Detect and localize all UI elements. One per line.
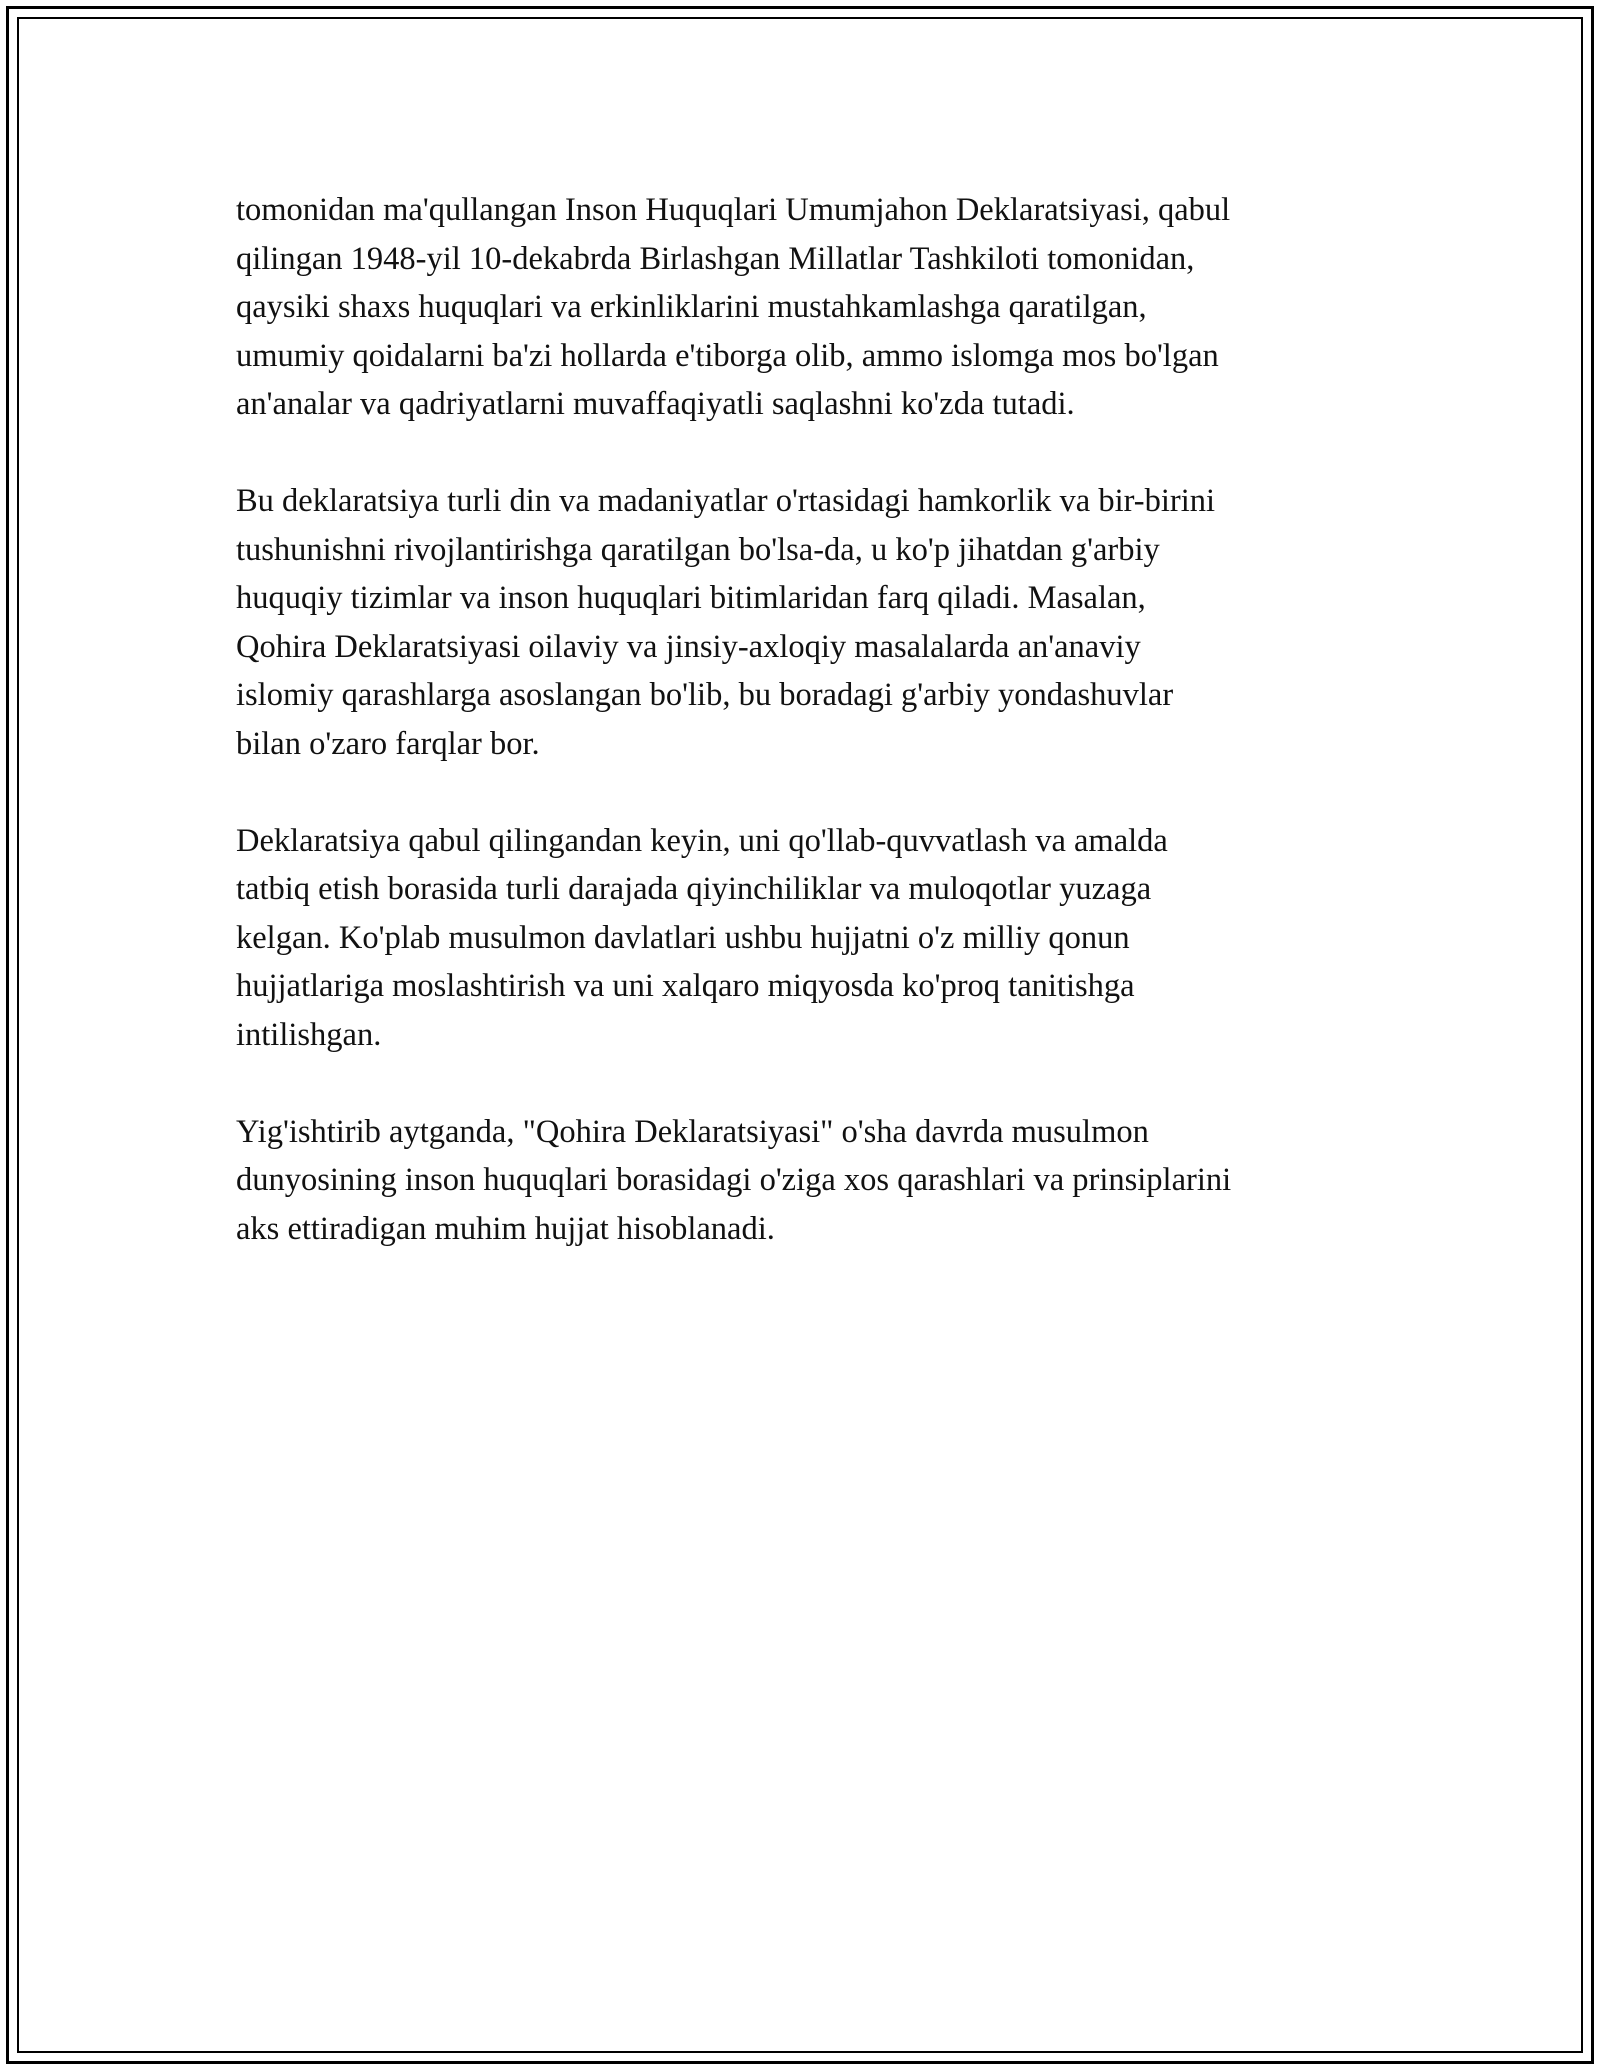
paragraph-2: Bu deklaratsiya turli din va madaniyatlar o'rtasidagi hamkorlik va bir-birini tushunishni rivojlantirishga qaratilgan bo'lsa-da, u ko'p jihatdan g'arbiy huquqiy tizimlar va inson huquqlari bitimlaridan farq qiladi. Masalan, Qohira Deklaratsiyasi oilaviy va jinsiy-axloqiy masalalarda an'anaviy islomiy qarashlarga asoslangan bo'lib, bu boradagi g'arbiy yondashuvlar bilan o'zaro farqlar bor.: [236, 483, 1216, 762]
document-body: [236, 186, 1396, 1302]
paragraph-4: Yig'ishtirib aytganda, "Qohira Deklaratsiyasi" o'sha davrda musulmon dunyosining inson huquqlari borasidagi o'ziga xos qarashlari va prinsiplarini aks ettiradigan muhim hujjat hisoblanadi.: [236, 1113, 1232, 1247]
paragraph-1: tomonidan ma'qullangan Inson Huquqlari Umumjahon Deklaratsiyasi, qabul qilingan 1948-yil 10-dekabrda Birlashgan Millatlar Tashkiloti tomonidan, qaysiki shaxs huquqlari va erkinliklarini mustahkamlashga qaratilgan, umumiy qoidalarni ba'zi hollarda e'tiborga olib, ammo islomga mos bo'lgan an'analar va qadriyatlarni muvaffaqiyatli saqlashni ko'zda tutadi.: [236, 192, 1231, 422]
paragraph-3: Deklaratsiya qabul qilingandan keyin, uni qo'llab-quvvatlash va amalda tatbiq etish borasida turli darajada qiyinchiliklar va muloqotlar yuzaga kelgan. Ko'plab musulmon davlatlari ushbu hujjatni o'z milliy qonun hujjatlariga moslashtirish va uni xalqaro miqyosda ko'proq tanitishga intilishgan.: [236, 822, 1168, 1053]
